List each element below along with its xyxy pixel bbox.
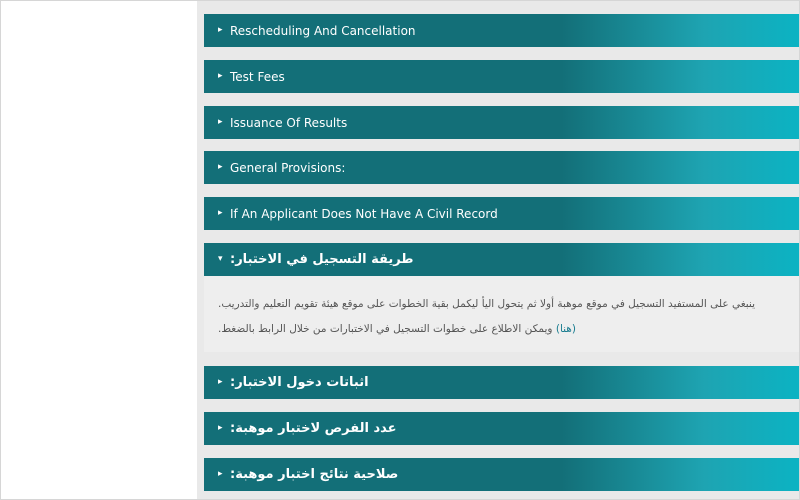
accordion-item-label: طريقة التسجيل في الاختبار:: [230, 252, 414, 267]
accordion-item-no-civil-record[interactable]: [204, 197, 800, 230]
accordion-item-test-entry-proof[interactable]: [204, 366, 800, 399]
chevron-right-icon: ▸: [218, 208, 223, 218]
accordion-item-issuance-of-results[interactable]: [204, 106, 800, 139]
panel-text-line: [218, 323, 576, 335]
accordion-item-label: صلاحية نتائج اختبار موهبة:: [230, 467, 399, 482]
accordion-item-test-fees[interactable]: [204, 60, 800, 93]
accordion-item-results-validity[interactable]: [204, 458, 800, 491]
chevron-right-icon: ▸: [218, 162, 223, 172]
accordion-item-number-of-attempts[interactable]: [204, 412, 800, 445]
chevron-right-icon: ▸: [218, 117, 223, 127]
accordion-section: [197, 0, 800, 500]
accordion-item-label: Issuance Of Results: [230, 115, 348, 130]
chevron-right-icon: ▸: [218, 377, 223, 387]
accordion-item-label: اثباتات دخول الاختبار:: [230, 375, 369, 390]
chevron-down-icon: ▾: [218, 254, 223, 264]
panel-text-line: ينبغي على المستفيد التسجيل في موقع موهبة أولا ثم يتحول اليأ ليكمل بقية الخطوات على موقع هيئة تقويم التعليم والتدريب.: [218, 298, 756, 310]
accordion-item-registration-method[interactable]: [204, 243, 800, 276]
accordion-item-label: Test Fees: [230, 69, 285, 84]
accordion-item-general-provisions[interactable]: [204, 151, 800, 184]
panel-text: ويمكن الاطلاع على خطوات التسجيل في الاختبارات من خلال الرابط بالضغط.: [218, 323, 553, 335]
left-blank-pane: [0, 0, 197, 500]
accordion-item-rescheduling[interactable]: [204, 14, 800, 47]
accordion-item-label: عدد الفرص لاختبار موهبة:: [230, 421, 397, 436]
chevron-right-icon: ▸: [218, 423, 223, 433]
accordion-item-label: General Provisions:: [230, 160, 346, 175]
panel-link[interactable]: (هنا): [555, 323, 576, 335]
chevron-right-icon: ▸: [218, 469, 223, 479]
chevron-right-icon: ▸: [218, 71, 223, 81]
accordion-item-label: Rescheduling And Cancellation: [230, 23, 416, 38]
accordion-item-label: If An Applicant Does Not Have A Civil Record: [230, 206, 498, 221]
accordion-expanded-panel: [204, 276, 800, 352]
chevron-right-icon: ▸: [218, 25, 223, 35]
